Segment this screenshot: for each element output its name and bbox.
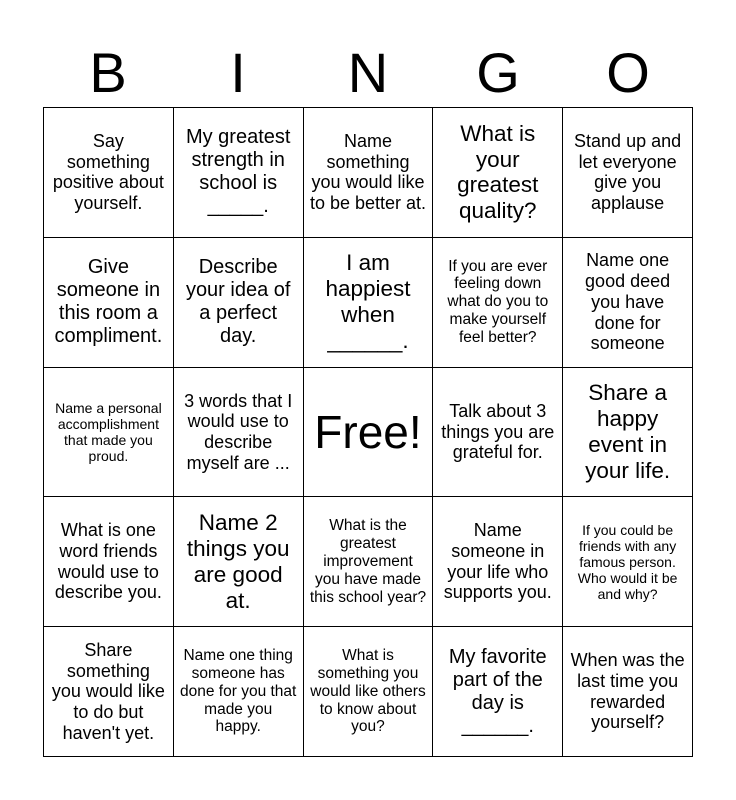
cell-text: What is your greatest quality? <box>457 120 539 224</box>
bingo-cell-r5c3[interactable] <box>304 627 434 757</box>
cell-text: Talk about 3 things you are grateful for. <box>441 400 555 463</box>
bingo-cell-r4c3[interactable] <box>304 497 434 627</box>
bingo-cell-r3c1[interactable] <box>44 368 174 498</box>
bingo-cell-r1c3[interactable] <box>304 108 434 238</box>
bingo-cell-r5c5[interactable] <box>563 627 693 757</box>
cell-text: Name one good deed you have done for someone <box>585 250 671 354</box>
cell-text: I am happiest when ______. <box>325 250 411 354</box>
bingo-cell-r2c4[interactable] <box>433 238 563 368</box>
cell-text: Name 2 things you are good at. <box>186 510 290 613</box>
cell-text: Give someone in this room a compliment. <box>54 256 163 348</box>
cell-text: When was the last time you rewarded yourself? <box>570 650 685 733</box>
cell-text: If you could be friends with any famous person. Who would it be and why? <box>577 521 678 602</box>
bingo-cell-r1c4[interactable] <box>433 108 563 238</box>
bingo-cell-r3c5[interactable] <box>563 368 693 498</box>
cell-text: Name someone in your life who supports you. <box>443 520 552 603</box>
bingo-cell-r2c3[interactable] <box>304 238 434 368</box>
bingo-cell-r4c2[interactable] <box>174 497 304 627</box>
bingo-cell-r3c4[interactable] <box>433 368 563 498</box>
bingo-header <box>43 40 693 106</box>
bingo-cell-r1c5[interactable] <box>563 108 693 238</box>
cell-text: Name something you would like to be better at. <box>309 131 427 214</box>
header-letter-b: B <box>89 41 127 104</box>
cell-text: Name a personal accomplishment that made you proud. <box>55 399 162 465</box>
cell-text: Describe your idea of a perfect day. <box>185 256 291 348</box>
free-space[interactable] <box>304 368 434 498</box>
bingo-cell-r5c4[interactable] <box>433 627 563 757</box>
header-letter-o: O <box>606 41 650 104</box>
bingo-cell-r2c1[interactable] <box>44 238 174 368</box>
cell-text: My favorite part of the day is ______. <box>448 645 547 737</box>
free-space-label: Free! <box>314 405 422 458</box>
bingo-cell-r1c2[interactable] <box>174 108 304 238</box>
header-letter-n: N <box>347 41 389 104</box>
cell-text: Share a happy event in your life. <box>585 380 671 483</box>
cell-text: What is the greatest improvement you have made this school year? <box>309 517 427 606</box>
bingo-cell-r3c2[interactable] <box>174 368 304 498</box>
cell-text: What is one word friends would use to describe you. <box>54 520 162 603</box>
cell-text: Name one thing someone has done for you that made you happy. <box>180 647 297 736</box>
bingo-cell-r5c2[interactable] <box>174 627 304 757</box>
cell-text: Stand up and let everyone give you applause <box>574 131 682 214</box>
bingo-cell-r5c1[interactable] <box>44 627 174 757</box>
bingo-cell-r4c4[interactable] <box>433 497 563 627</box>
bingo-grid <box>43 107 693 757</box>
bingo-cell-r4c1[interactable] <box>44 497 174 627</box>
bingo-cell-r2c5[interactable] <box>563 238 693 368</box>
cell-text: Share something you would like to do but haven't yet. <box>51 639 165 743</box>
bingo-cell-r1c1[interactable] <box>44 108 174 238</box>
header-letter-i: I <box>230 41 246 104</box>
header-letter-g: G <box>476 41 520 104</box>
cell-text: 3 words that I would use to describe myself are ... <box>184 390 293 473</box>
cell-text: If you are ever feeling down what do you to make yourself feel better? <box>447 257 549 346</box>
cell-text: What is something you would like others to know about you? <box>310 647 426 736</box>
cell-text: Say something positive about yourself. <box>52 131 164 214</box>
bingo-cell-r2c2[interactable] <box>174 238 304 368</box>
cell-text: My greatest strength in school is _____. <box>185 126 291 218</box>
bingo-cell-r4c5[interactable] <box>563 497 693 627</box>
